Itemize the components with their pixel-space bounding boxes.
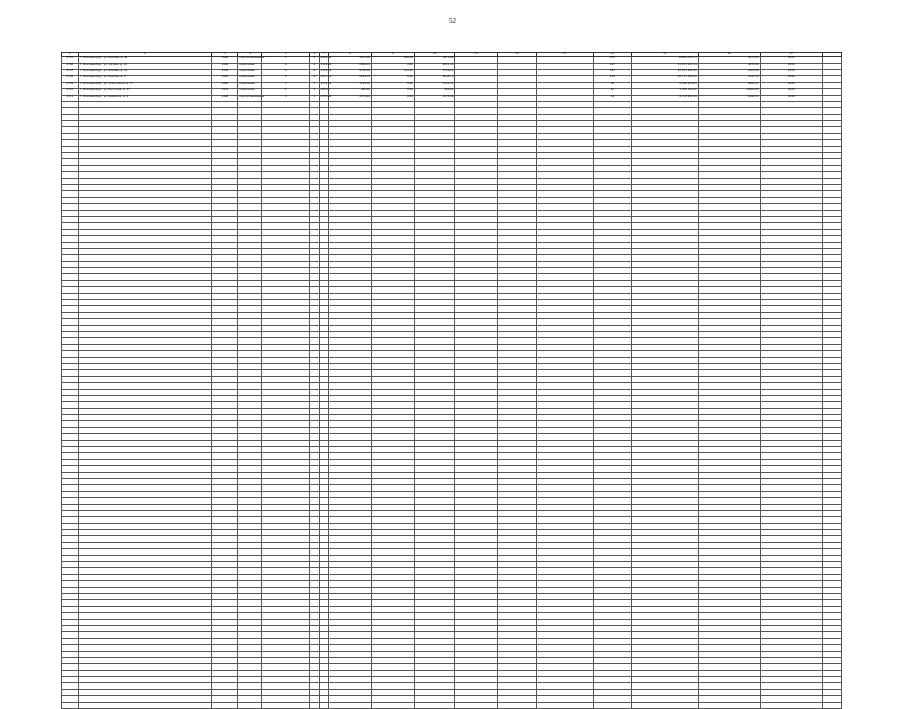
column-header: 12 xyxy=(498,53,536,57)
table-cell: 4462,97 xyxy=(698,82,760,88)
table-cell: 4 408 184,12 xyxy=(631,89,698,95)
column-header: 7 xyxy=(319,53,329,57)
table-cell: 34 xyxy=(593,95,631,101)
table-cell: 4078,52 xyxy=(698,63,760,69)
table-cell: 4 xyxy=(310,69,320,75)
column-header: 13 xyxy=(536,53,593,57)
table-cell: 4 xyxy=(310,57,320,63)
table-cell: 484,80 xyxy=(319,89,329,95)
table-cell xyxy=(536,702,593,708)
table-cell: 4375,40 xyxy=(414,95,455,101)
table-cell xyxy=(698,702,760,708)
table-cell xyxy=(822,702,841,708)
table-cell: 4499,60 xyxy=(319,57,329,63)
table-cell: Г. Екатеринбург, ул. Электриков, д. 17 xyxy=(78,82,212,88)
table-cell: 2708 xyxy=(62,76,79,82)
table-cell: 3 xyxy=(310,82,320,88)
column-header: 16 xyxy=(698,53,760,57)
table-cell: 2039 xyxy=(760,76,822,82)
table-cell: 2709 xyxy=(62,82,79,88)
table-cell: 400,60 xyxy=(329,89,372,95)
table-cell: 4973,21 xyxy=(698,57,760,63)
table-cell: 8 179 932,44 xyxy=(631,95,698,101)
table-cell: 2039 xyxy=(760,57,822,63)
column-header: 6 xyxy=(310,53,320,57)
table-cell: 3 xyxy=(262,82,310,88)
table-cell: крупнопанельные xyxy=(238,57,262,63)
table-cell: кирпичные xyxy=(238,76,262,82)
table-cell xyxy=(212,702,238,708)
table-cell: 2937,20 xyxy=(319,76,329,82)
table-cell: 4 xyxy=(310,95,320,101)
table-cell: 3124,60 xyxy=(319,63,329,69)
table-cell: 1968 xyxy=(212,57,238,63)
table-cell: 400,60 xyxy=(414,89,455,95)
table-cell: 0,00 xyxy=(372,82,415,88)
table-cell: 6 442 005,65 xyxy=(631,82,698,88)
column-header: 2 xyxy=(78,53,212,57)
table-cell: 4375,40 xyxy=(319,95,329,101)
table-cell: 2706 xyxy=(62,63,79,69)
table-cell: 4726,00 xyxy=(329,69,372,75)
table-cell: 4 xyxy=(310,63,320,69)
table-cell: 5 xyxy=(262,95,310,101)
table-cell: 4726,00 xyxy=(414,69,455,75)
column-header: 3 xyxy=(212,53,238,57)
table-cell: 147 xyxy=(593,63,631,69)
table-cell: 2031,40 xyxy=(414,63,455,69)
column-header: 10 xyxy=(414,53,455,57)
column-header: 11 xyxy=(455,53,498,57)
table-cell: 11 973 221,54 xyxy=(631,63,698,69)
table-cell: кирпичные xyxy=(238,89,262,95)
table-cell: 3873,60 xyxy=(329,57,372,63)
table-cell: 2705 xyxy=(62,57,79,63)
page-number: 52 xyxy=(449,17,456,25)
table-cell xyxy=(372,702,415,708)
table-cell: 5 xyxy=(262,69,310,75)
table-cell: кирпичные xyxy=(238,63,262,69)
table-cell: 1958 xyxy=(212,63,238,69)
table-cell: 10 173 329,41 xyxy=(631,76,698,82)
table-cell: 1279,30 xyxy=(319,82,329,88)
table-cell: 0,00 xyxy=(372,95,415,101)
table-cell: 2039 xyxy=(760,69,822,75)
column-header: 4 xyxy=(238,53,262,57)
column-header: 15 xyxy=(631,53,698,57)
table-cell: 1968 xyxy=(212,95,238,101)
table-cell: 2806,10 xyxy=(329,63,372,69)
table-cell: 3873,60 xyxy=(414,57,455,63)
table-cell: кирпичные xyxy=(238,69,262,75)
column-header: 14 xyxy=(593,53,631,57)
table-cell: 4 xyxy=(262,76,310,82)
table-cell: 1958 xyxy=(212,69,238,75)
table-cell: 20 xyxy=(593,89,631,95)
table-cell: 0,00 xyxy=(372,63,415,69)
table-cell: 1882,51 xyxy=(698,95,760,101)
table-cell xyxy=(593,702,631,708)
table-cell: 1155,30 xyxy=(414,82,455,88)
table-cell: 10 257 802,85 xyxy=(631,69,698,75)
table-cell: Г. Екатеринбург, ул. Ватутина, д. 37 xyxy=(78,89,212,95)
table-cell: 2039 xyxy=(760,63,822,69)
table-cell: 2707 xyxy=(62,69,79,75)
table-cell xyxy=(262,702,310,708)
table-cell: Г. Екатеринбург, ул. Фучика, д. 12 xyxy=(78,63,212,69)
table-cell: Г. Екатеринбург, ул. Бажова, д. 5 xyxy=(78,76,212,82)
table-cell: 5725,20 xyxy=(319,69,329,75)
table-cell: 2644,70 xyxy=(329,76,372,82)
table-cell: 255 xyxy=(593,57,631,63)
table-cell: 2644,70 xyxy=(414,76,455,82)
table-cell: Г. Екатеринбург, ул. Бажова, д. 10 xyxy=(78,69,212,75)
table-cell: 4 xyxy=(310,76,320,82)
table-cell: Г. Екатеринбург, ул. Шефская, д. 4 xyxy=(78,95,212,101)
table-cell xyxy=(319,702,329,708)
table-cell: 5 xyxy=(262,57,310,63)
column-header: 9 xyxy=(372,53,415,57)
table-cell: 2039 xyxy=(760,89,822,95)
table-cell xyxy=(310,702,320,708)
table-cell: 0,00 xyxy=(372,76,415,82)
table-cell xyxy=(329,702,372,708)
table-cell: 2039 xyxy=(760,82,822,88)
table-cell: 2 xyxy=(262,89,310,95)
column-header: 17 xyxy=(760,53,822,57)
column-header: 8 xyxy=(329,53,372,57)
table-cell: Г. Екатеринбург, ул. Бажова, д. 40 xyxy=(78,57,212,63)
table-cell xyxy=(631,702,698,708)
table-cell: 545 xyxy=(593,69,631,75)
table-cell: 38 xyxy=(593,82,631,88)
table-row-blank xyxy=(62,702,842,708)
table-cell xyxy=(760,702,822,708)
table-cell: 2 xyxy=(310,89,320,95)
table-cell: 1960 xyxy=(212,82,238,88)
table-cell xyxy=(78,702,212,708)
column-header: 5 xyxy=(262,53,310,57)
table-cell: 1155,30 xyxy=(329,82,372,88)
table-cell: 0,00 xyxy=(372,89,415,95)
table-cell: 116 xyxy=(593,76,631,82)
column-header: 1 xyxy=(62,53,79,57)
table-cell: 1959 xyxy=(212,89,238,95)
register-table xyxy=(61,52,842,709)
table-cell: 3197,55 xyxy=(698,76,760,82)
table-cell xyxy=(455,702,498,708)
table-cell xyxy=(62,702,79,708)
table-cell xyxy=(414,702,455,708)
table-cell: 626,00 xyxy=(372,57,415,63)
table-cell xyxy=(238,702,262,708)
table-cell: 4 xyxy=(262,63,310,69)
table-cell: 2465,56 xyxy=(698,69,760,75)
table-cell: кирпичные xyxy=(238,82,262,88)
table-cell: 2710 xyxy=(62,89,79,95)
table-cell: 1958 xyxy=(212,76,238,82)
table-cell: 10064 506,73 xyxy=(631,57,698,63)
table-cell: 2039 xyxy=(760,95,822,101)
table-cell: 10460,41 xyxy=(698,89,760,95)
table-cell: 2711 xyxy=(62,95,79,101)
table-cell: 4579,40 xyxy=(329,95,372,101)
table-cell: 144,10 xyxy=(372,69,415,75)
table-cell: крупнопанельные xyxy=(238,95,262,101)
table-cell xyxy=(498,702,536,708)
